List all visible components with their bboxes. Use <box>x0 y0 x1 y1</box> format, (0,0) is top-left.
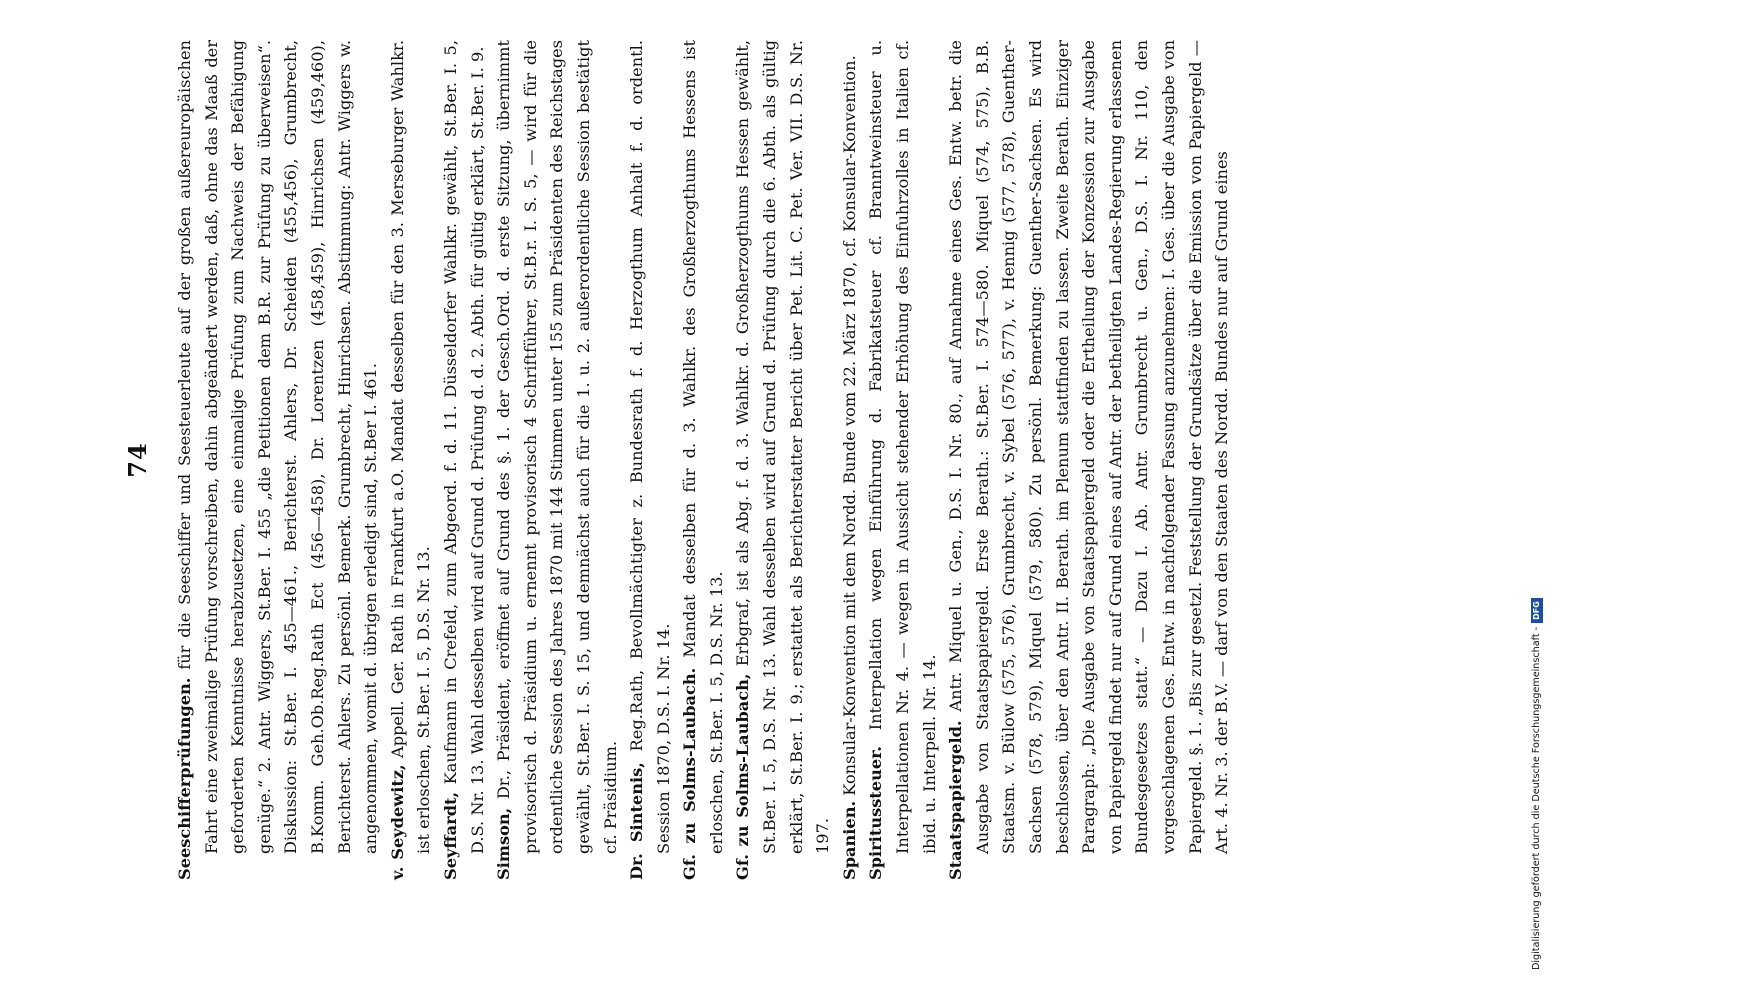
entry-text: Reg.Rath, Bevollmächtigter z. Bundesrath f. d. Herzogthum Anhalt f. d. ordentl. Session 1870, D.S. I. Nr. 14. <box>627 40 673 854</box>
rotated-page <box>120 40 1600 880</box>
index-entry <box>677 40 730 880</box>
entry-text: für die Seeschiffer und Seesteuerleute auf der großen außereuropäischen Fahrt eine zweimalige Prüfung vorschreiben, dahin abgeändert werden, daß, ohne das Maaß der geforderten Kenntnisse herabzusetzen, eine einmalige Prüfung zum Nachweis der Befähigung genüge.“ 2. Antr. Wiggers, St.Ber. I. 455 „die Petitionen dem B.R. zur Prüfung zu überweisen“. Diskussion: St.Ber. I. 455—461., Berichterst. Ahlers, Dr. Scheiden (455,456), Grumbrecht, B.Komm. Geh.Ob.Reg.Rath Ect (456—458), Dr. Lorentzen (458,459), Hinrichsen (459,460), Berichterst. Ahlers. Zu persönl. Bemerk. Grumbrecht, Hinrichsen. Abstimmung: Antr. Wiggers w. angenommen, womit d. übrigen erledigt sind, St.Ber I. 461. <box>175 40 381 854</box>
index-entry <box>172 40 385 880</box>
index-entry <box>491 40 624 880</box>
entry-heading: Spiritussteuer. <box>866 746 886 880</box>
entry-text: Dr., Präsident, eröffnet auf Grund des §. 1. der Gesch.Ord. d. erste Sitzung, übernimmt provisorisch d. Präsidium u. ernennt provisorisch 4 Schriftführer, St.B.r. I. S. 5, — wird für die ordentliche Session des Jahres 1870 mit 144 Stimmen unter 155 zum Präsidenten des Reichstages gewählt, St.Ber. I. S. 15, und demnächst auch für die 1. u. 2. außerordentliche Session bestätigt cf. Präsidium. <box>494 40 620 854</box>
page-number: 74 <box>123 442 152 478</box>
entry-heading: Dr. Sintenis, <box>627 762 647 880</box>
entry-text: Kaufmann in Crefeld, zum Abgeord. f. d. 11. Düsseldorfer Wahlkr. gewählt, St.Ber. I. 5, D.S. Nr. 13. Wahl desselben wird auf Grund d. Prüfung d. d. 2. Abth. für gültig erklärt, St.Ber. I. 9. <box>440 40 487 854</box>
index-entry <box>438 40 491 880</box>
entry-heading: Seeschifferprüfungen. <box>175 677 194 880</box>
index-entry <box>624 40 677 880</box>
index-entries <box>172 40 1236 880</box>
digitization-credit <box>1530 30 1544 970</box>
entry-heading: Staatspapiergeld. <box>946 720 966 880</box>
entry-heading: v. Seydewitz, <box>387 764 407 880</box>
entry-text: Antr. Miquel u. Gen., D.S. I. Nr. 80., auf Annahme eines Ges. Entw. betr. die Ausgabe von Staatspapiergeld. Erste Berath.: St.Ber. I. 574—580. Miquel (574, 575), B.B. Staatsm. v. Bülow (575, 576), Grumbrecht, v. Sybel (576, 577), v. Hennig (577, 578), Guenther-Sachsen (578, 579), Miquel (579, 580). Zu persönl. Bemerkung: Guenther-Sachsen. Es wird beschlossen, über den Antr. II. Berath. im Plenum stattfinden zu lassen. Zweite Berath. Einziger Paragraph: „Die Ausgabe von Staatspapiergeld oder die Ertheilung der Konzession zur Ausgabe von Papiergeld findet nur auf Grund eines auf Antr. der betheiligten Landes-Regierung erlassenen Bundesgesetzes statt.“ — Dazu I. Ab. Antr. Grumbrecht u. Gen., D.S. I. Nr. 110, den vorgeschlagenen Ges. Entw. in nachfolgender Fassung anzunehmen: I. Ges. über die Ausgabe von Papiergeld. §. 1. „Bis zur gesetzl. Feststellung der Grundsätze über die Emission von Papiergeld — Art. 4. Nr. 3. der B.V. — darf von den Staaten des Nordd. Bundes nur auf Grund eines <box>946 40 1232 854</box>
spacer <box>156 40 172 880</box>
entry-heading: Simson, <box>494 807 514 880</box>
index-entry <box>863 40 943 880</box>
index-entry <box>837 40 864 880</box>
entry-heading: Gf. zu Solms-Laubach. <box>680 667 700 880</box>
credit-line <box>1530 30 1544 970</box>
credit-text: Digitalisierung gefördert durch die Deutsche Forschungsgemeinschaft - <box>1531 626 1542 970</box>
entry-heading: Seyffardt, <box>440 791 460 880</box>
entry-heading: Gf. zu Solms-Laubach, <box>733 673 753 880</box>
index-entry <box>730 40 836 880</box>
index-entry <box>385 40 438 880</box>
index-entry <box>943 40 1236 880</box>
entry-text: Mandat desselben für d. 3. Wahlkr. des Großherzogthums Hessens ist erloschen, St.Ber. I. 5, D.S. Nr. 13. <box>680 40 726 854</box>
dfg-logo: DFG <box>1531 598 1543 623</box>
entry-text: Konsular-Konvention mit dem Nordd. Bunde vom 22. März 1870, cf. Konsular-Konvention. <box>839 55 859 796</box>
entry-heading: Spanien. <box>839 800 859 880</box>
entry-text: Erbgraf, ist als Abg. f. d. 3. Wahlkr. d. Großherzogthums Hessen gewählt, St.Ber. I. 5, D.S. Nr. 13. Wahl desselben wird auf Grund d. Prüfung durch die 6. Abth. als gültig erklärt, St.Ber. I. 9.; erstattet als Berichterstatter Bericht über Pet. Lit. C. Pet. Ver. VII. D.S. Nr. 197. <box>733 40 833 854</box>
entry-text: Appell. Ger. Rath in Frankfurt a.O. Mandat desselben für den 3. Merseburger Wahlkr. ist erloschen, St.Ber. I. 5, D.S. Nr. 13. <box>387 39 434 854</box>
entry-text: Interpellation wegen Einführung d. Fabrikatsteuer cf. Branntweinsteuer u. Interpellationen Nr. 4. — wegen in Aussicht stehender Erhöhung des Einfuhrzolles in Italien cf. ibid. u. Interpell. Nr. 14. <box>866 39 939 854</box>
